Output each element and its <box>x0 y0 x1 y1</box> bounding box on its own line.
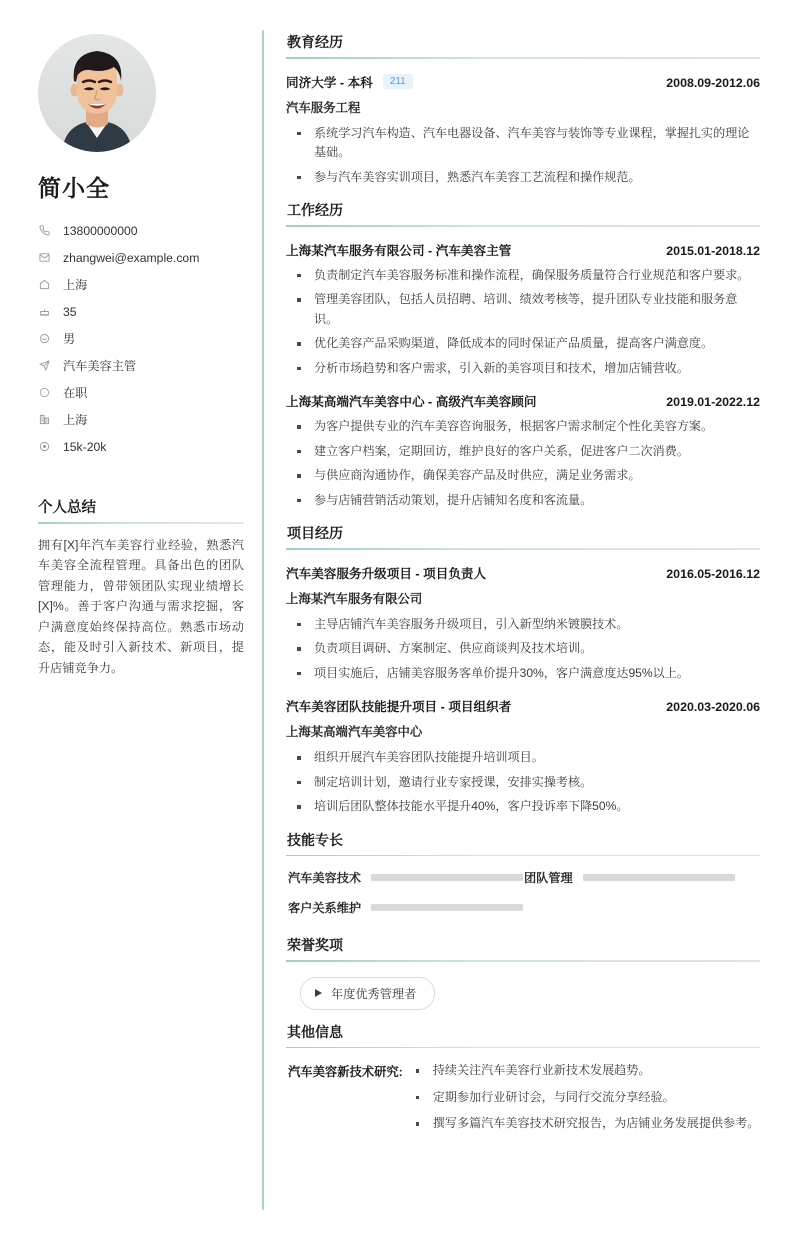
section-title: 其他信息 <box>287 1023 343 1040</box>
summary-section <box>34 496 244 678</box>
honor-label: 年度优秀管理者 <box>331 986 417 1001</box>
contact-row-location <box>39 271 244 298</box>
other-info-row <box>286 1061 760 1141</box>
list-item: 制定培训计划，邀请行业专家授课，安排实操考核。 <box>296 773 760 793</box>
skill-progress-bar <box>583 874 735 881</box>
cake-icon <box>39 306 56 317</box>
entry-title: 汽车美容服务升级项目 - 项目负责人 <box>286 566 487 581</box>
entry-header <box>286 391 760 410</box>
entry-date: 2019.01-2022.12 <box>666 395 760 409</box>
bullet-list <box>286 124 760 188</box>
list-item: 项目实施后，店铺美容服务客单价提升30%，客户满意度达95%以上。 <box>296 664 760 684</box>
avatar-wrapper <box>34 28 244 170</box>
entry-header <box>286 240 760 259</box>
list-item: 培训后团队整体技能水平提升40%，客户投诉率下降50%。 <box>296 797 760 817</box>
list-item: 为客户提供专业的汽车美容咨询服务，根据客户需求制定个性化美容方案。 <box>296 417 760 437</box>
list-item: 撰写多篇汽车美容技术研究报告，为店铺业务发展提供参考。 <box>415 1114 760 1134</box>
bullet-list <box>286 748 760 817</box>
sidebar <box>34 28 262 1214</box>
contact-value: 13800000000 <box>63 223 138 238</box>
section-rule <box>286 855 760 857</box>
section-rule <box>286 1047 760 1049</box>
skill-label: 团队管理 <box>524 871 573 885</box>
entry-title: 汽车美容团队技能提升项目 - 项目组织者 <box>286 700 512 714</box>
entry-date: 2015.01-2018.12 <box>666 243 760 258</box>
entry-header <box>286 696 760 715</box>
entry-header <box>286 72 760 91</box>
section-education <box>286 32 760 187</box>
section-projects <box>286 523 760 817</box>
list-item: 负责项目调研、方案制定、供应商谈判及技术培训。 <box>296 639 760 659</box>
section-rule <box>286 960 760 962</box>
avatar <box>38 34 156 152</box>
contact-list <box>34 217 244 460</box>
project-entry <box>286 563 760 684</box>
honor-chip[interactable] <box>300 977 435 1010</box>
skill-progress-bar <box>371 904 523 911</box>
skill-item <box>288 899 524 916</box>
list-item: 主导店铺汽车美容服务升级项目，引入新型纳米镀膜技术。 <box>296 615 760 635</box>
contact-row-status <box>39 379 244 406</box>
entry-title: 上海某高端汽车美容中心 - 高级汽车美容顾问 <box>286 395 537 409</box>
entry-title-wrap <box>286 72 413 91</box>
skills-grid <box>286 869 760 929</box>
contact-value: zhangwei@example.com <box>63 250 200 265</box>
bullet-list <box>403 1061 760 1141</box>
section-skills <box>286 830 760 930</box>
contact-value: 在职 <box>63 386 88 400</box>
refresh-icon <box>39 387 56 398</box>
section-title: 教育经历 <box>287 34 343 50</box>
section-other <box>286 1022 760 1141</box>
entry-subtitle: 汽车服务工程 <box>286 100 361 115</box>
contact-row-position <box>39 352 244 379</box>
entry-title: 同济大学 - 本科 <box>286 75 373 90</box>
section-rule <box>286 57 760 59</box>
list-item: 管理美容团队，包括人员招聘、培训、绩效考核等，提升团队专业技能和服务意识。 <box>296 290 760 329</box>
list-item: 优化美容产品采购渠道，降低成本的同时保证产品质量，提高客户满意度。 <box>296 334 760 354</box>
contact-value: 上海 <box>63 413 88 427</box>
skill-label: 汽车美容技术 <box>288 871 362 885</box>
list-item: 建立客户档案，定期回访，维护良好的客户关系，促进客户二次消费。 <box>296 442 760 462</box>
contact-row-email <box>39 244 244 271</box>
person-name: 简小全 <box>38 175 110 201</box>
contact-value: 15k-20k <box>63 439 107 454</box>
contact-row-city <box>39 406 244 433</box>
contact-row-phone <box>39 217 244 244</box>
section-title: 项目经历 <box>287 525 343 541</box>
work-entry <box>286 240 760 379</box>
section-title: 荣誉奖项 <box>287 937 343 953</box>
section-title: 技能专长 <box>287 831 343 848</box>
section-rule <box>286 225 760 227</box>
section-work <box>286 200 760 510</box>
building-icon <box>39 414 56 425</box>
contact-value: 男 <box>63 332 76 346</box>
entry-subtitle: 上海某高端汽车美容中心 <box>286 725 423 739</box>
entry-title: 上海某汽车服务有限公司 - 汽车美容主管 <box>286 243 512 258</box>
contact-value: 汽车美容主管 <box>63 359 137 373</box>
bullet-list <box>286 417 760 510</box>
honors-list <box>286 975 760 1016</box>
list-item: 定期参加行业研讨会，与同行交流分享经验。 <box>415 1088 760 1108</box>
list-item: 负责制定汽车美容服务标准和操作流程，确保服务质量符合行业规范和客户要求。 <box>296 266 760 286</box>
triangle-right-icon <box>315 989 322 997</box>
target-icon <box>39 441 56 452</box>
skill-progress-bar <box>371 874 523 881</box>
contact-row-age <box>39 298 244 325</box>
list-item: 系统学习汽车构造、汽车电器设备、汽车美容与装饰等专业课程，掌握扎实的理论基础。 <box>296 124 760 163</box>
skill-label: 客户关系维护 <box>288 901 362 915</box>
contact-row-salary <box>39 433 244 460</box>
list-item: 参与汽车美容实训项目，熟悉汽车美容工艺流程和操作规范。 <box>296 168 760 188</box>
bullet-list <box>286 615 760 684</box>
project-entry <box>286 696 760 817</box>
entry-date: 2020.03-2020.06 <box>666 700 760 714</box>
entry-date: 2008.09-2012.06 <box>666 75 760 90</box>
list-item: 参与店铺营销活动策划，提升店铺知名度和客流量。 <box>296 491 760 511</box>
section-rule <box>286 548 760 550</box>
skill-item <box>524 869 760 886</box>
portrait-photo-icon <box>38 34 156 152</box>
home-icon <box>39 279 56 290</box>
education-entry <box>286 72 760 188</box>
contact-value: 上海 <box>63 278 88 292</box>
summary-text: 拥有[X]年汽车美容行业经验，熟悉汽车美容全流程管理。具备出色的团队管理能力，曾带领团队实现业绩增长[X]%。善于客户沟通与需求挖掘，客户满意度始终保持高位。熟悉市场动态，能及时引入新技术、新项目，提升店铺竞争力。 <box>38 537 244 675</box>
skill-item <box>288 869 524 886</box>
contact-row-gender <box>39 325 244 352</box>
bullet-list <box>286 266 760 379</box>
main-content <box>264 28 760 1214</box>
entry-header <box>286 563 760 582</box>
entry-subtitle: 上海某汽车服务有限公司 <box>286 591 423 606</box>
list-item: 与供应商沟通协作，确保美容产品及时供应，满足业务需求。 <box>296 466 760 486</box>
section-honors <box>286 935 760 1016</box>
summary-title: 个人总结 <box>38 500 96 516</box>
contact-value: 35 <box>63 304 77 319</box>
envelope-icon <box>39 252 56 263</box>
list-item: 组织开展汽车美容团队技能提升培训项目。 <box>296 748 760 768</box>
status-badge: 211 <box>383 74 413 89</box>
section-rule <box>38 522 244 524</box>
work-entry <box>286 391 760 510</box>
list-item: 分析市场趋势和客户需求，引入新的美容项目和技术，增加店铺营收。 <box>296 359 760 379</box>
section-title: 工作经历 <box>287 202 343 218</box>
other-info-label: 汽车美容新技术研究: <box>288 1065 403 1079</box>
phone-icon <box>39 225 56 236</box>
list-item: 持续关注汽车美容行业新技术发展趋势。 <box>415 1061 760 1081</box>
entry-date: 2016.05-2016.12 <box>666 566 760 581</box>
gender-icon <box>39 333 56 344</box>
paper-plane-icon <box>39 360 56 371</box>
